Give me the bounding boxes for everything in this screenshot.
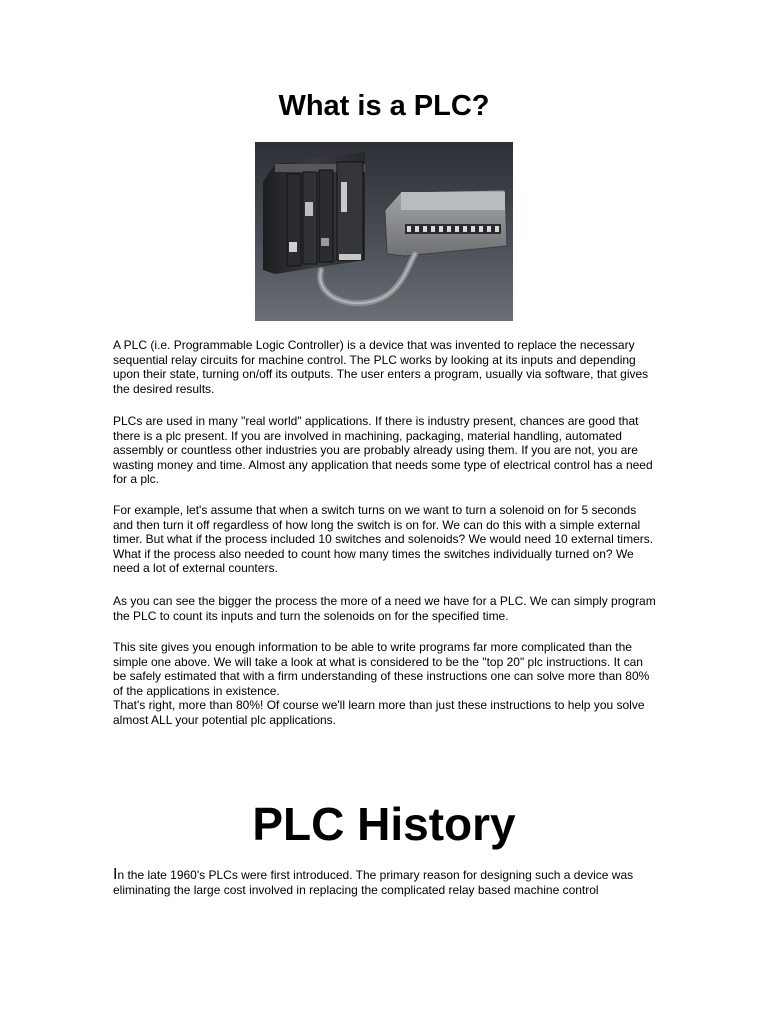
page-title: What is a PLC? [278, 90, 490, 122]
paragraph-site-info-line1: This site gives you enough information to be able to write programs far more complicated than the simple one above. We will take a look at what is considered to be the "top 20" plc instructions. It can be safely estimated that with a firm understanding of these instructions one can solve more than 80% of the applications in existence. [113, 640, 650, 698]
paragraph-applications: PLCs are used in many "real world" applications. If there is industry present, chances are good that there is a plc present. If you are involved in machining, packaging, material handling, automated assembly or countless other industries you are probably already using them. If you are not, you are wasting money and time. Almost any application that needs some type of electrical control has a need for a plc. [113, 414, 653, 487]
history-dropcap: I [113, 866, 118, 883]
history-text: n the late 1960's PLCs were first introduced. The primary reason for designing such a device was eliminating the large cost involved in replacing the complicated relay based machine control [113, 868, 634, 897]
plc-photo [255, 142, 513, 321]
section-title-history: PLC History [252, 798, 516, 850]
plc-hardware-illustration [255, 142, 513, 321]
paragraph-site-info-line2: That's right, more than 80%! Of course we'll learn more than just these instructions to help you solve almost ALL your potential plc applications. [113, 698, 645, 727]
paragraph-site-info [113, 640, 658, 728]
paragraph-bigger-process: As you can see the bigger the process the more of a need we have for a PLC. We can simply program the PLC to count its inputs and turn the solenoids on for the specified time. [113, 594, 656, 623]
paragraph-intro: A PLC (i.e. Programmable Logic Controller) is a device that was invented to replace the necessary sequential relay circuits for machine control. The PLC works by looking at its inputs and depending upon their state, turning on/off its outputs. The user enters a program, usually via software, that gives the desired results. [113, 338, 649, 396]
paragraph-example: For example, let's assume that when a switch turns on we want to turn a solenoid on for 5 seconds and then turn it off regardless of how long the switch is on for. We can do this with a simple external timer. But what if the process included 10 switches and solenoids? We would need 10 external timers. What if the process also needed to count how many times the switches individually turned on? We need a lot of external counters. [113, 503, 654, 576]
paragraph-history [113, 868, 658, 897]
